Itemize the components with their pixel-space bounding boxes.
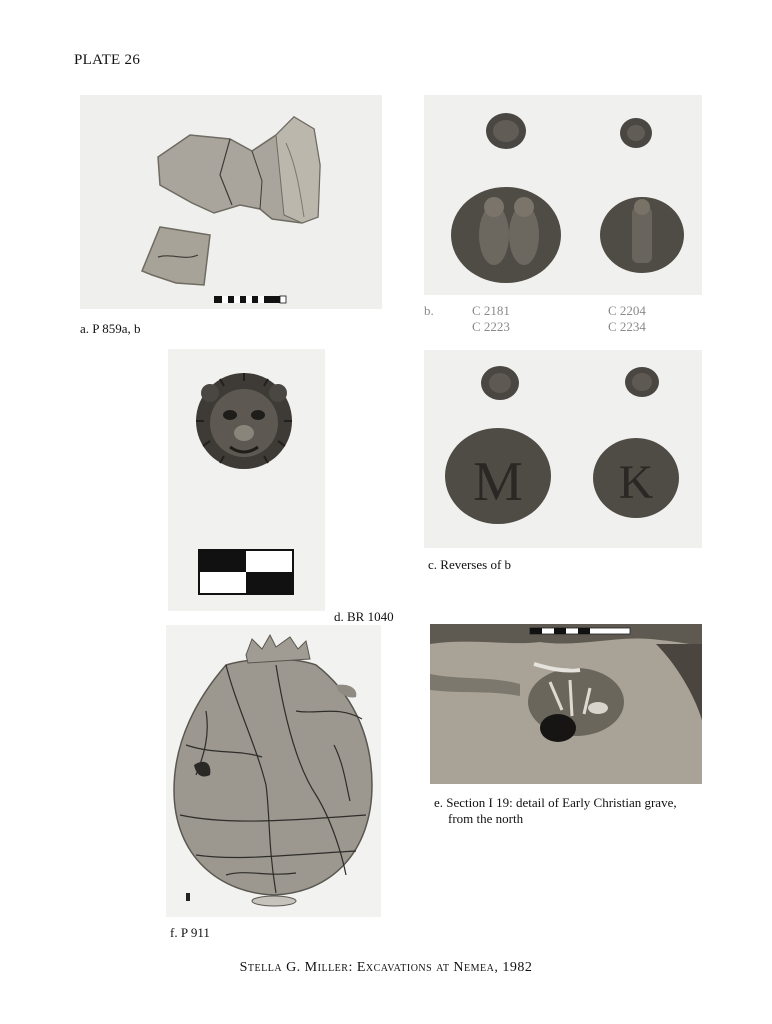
- coin-label-2: C 2204: [608, 303, 646, 318]
- figure-d-photo: [168, 349, 325, 611]
- figure-e-photo: [430, 624, 702, 784]
- coin-label-1: C 2181: [472, 303, 510, 318]
- figure-b-letter: b.: [424, 303, 434, 318]
- figure-c-caption: c. Reverses of b: [428, 557, 512, 572]
- page-footer: Stella G. Miller: Excavations at Nemea, 1982: [239, 960, 533, 975]
- figure-d-caption: d. BR 1040: [334, 609, 394, 624]
- coin-label-4: C 2234: [608, 319, 646, 334]
- coin-monogram-m: M: [473, 451, 523, 513]
- figure-a-photo: [80, 95, 382, 309]
- figure-c-photo: [424, 350, 702, 548]
- figure-e-caption-line1: e. Section I 19: detail of Early Christian grave,: [434, 795, 677, 810]
- figure-f-photo: [166, 625, 381, 917]
- plate-title: PLATE 26: [74, 52, 141, 68]
- coin-monogram-k: K: [618, 456, 654, 509]
- figure-b-photo: [424, 95, 702, 295]
- scale-bar-a: [214, 296, 286, 303]
- figure-a-caption: a. P 859a, b: [80, 321, 141, 336]
- coin-label-3: C 2223: [472, 319, 510, 334]
- scale-mark-f: [186, 893, 190, 901]
- scale-grid-d: [199, 550, 293, 594]
- scale-bar-e: [530, 628, 630, 634]
- figure-f-caption: f. P 911: [170, 925, 210, 940]
- figure-e-caption-line2: from the north: [448, 811, 524, 826]
